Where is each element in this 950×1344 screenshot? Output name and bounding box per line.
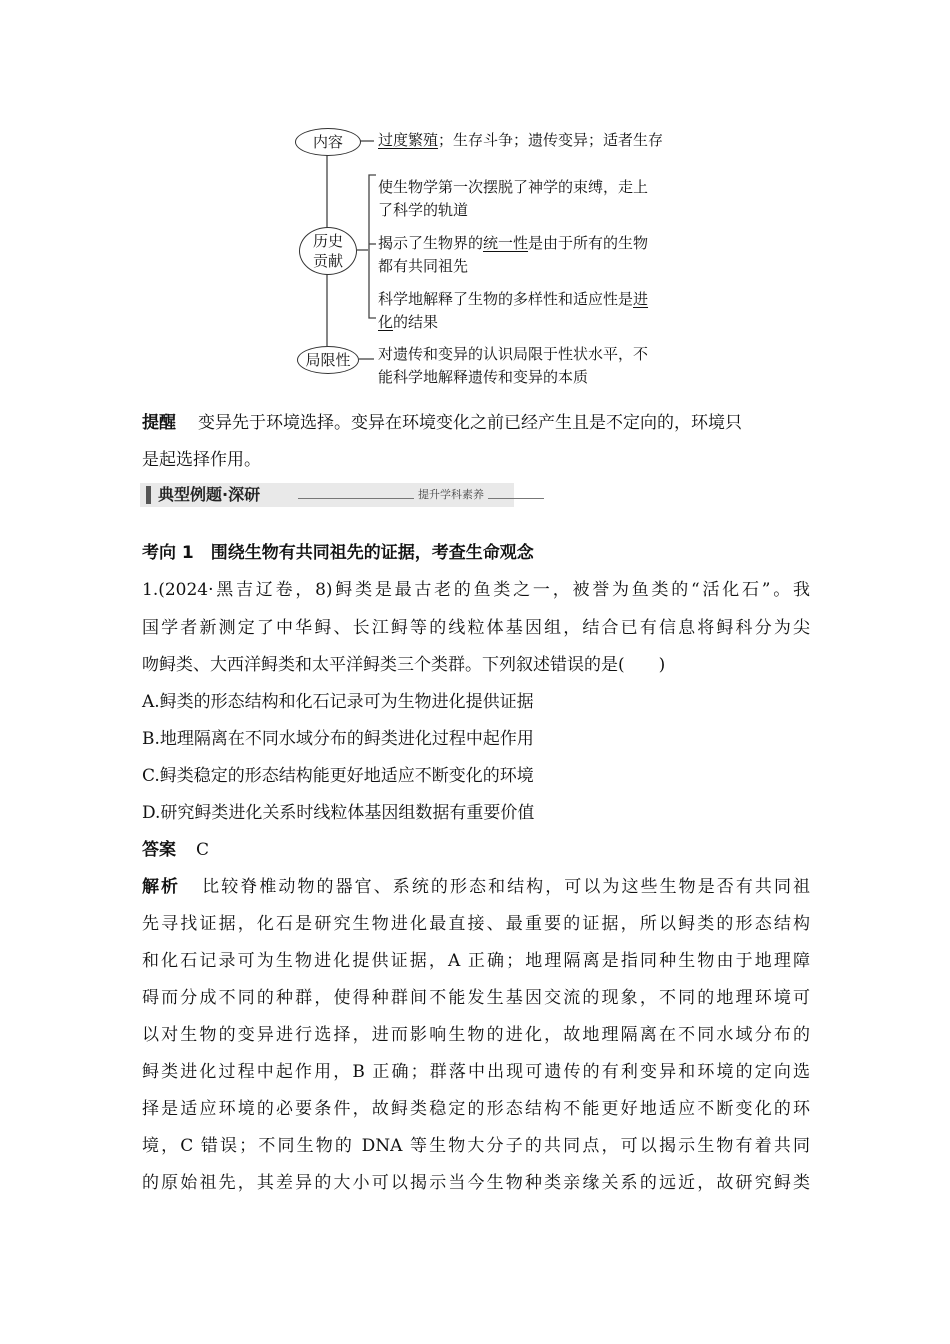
analysis-line-2: 先寻找证据，化石是研究生物进化最直接、最重要的证据，所以鲟类的形态结构 (142, 914, 810, 934)
history-item-3-line-1 (378, 288, 648, 311)
tip-line-2: 是起选择作用。 (142, 450, 261, 470)
question-stem-line-3: 吻鲟类、大西洋鲟类和太平洋鲟类三个类群。下列叙述错误的是( ) (142, 655, 666, 675)
analysis-line-7: 择是适应环境的必要条件，故鲟类稳定的形态结构不能更好地适应不断变化的环 (142, 1099, 810, 1119)
history-item-3-pre: 科学地解释了生物的多样性和适应性是 (378, 290, 634, 308)
history-item-1-line-1: 使生物学第一次摆脱了神学的束缚，走上 (378, 178, 649, 196)
option-c: C.鲟类稳定的形态结构能更好地适应不断变化的环境 (142, 766, 534, 786)
content-underlined: 过度繁殖 (378, 131, 439, 149)
option-d: D.研究鲟类进化关系时线粒体基因组数据有重要价值 (142, 803, 535, 823)
tip-line-1 (142, 411, 742, 435)
answer-line (142, 838, 209, 862)
content-text (378, 129, 663, 152)
answer-label: 答案 (142, 840, 176, 860)
tip-text-1: 变异先于环境选择。变异在环境变化之前已经产生且是不定向的，环境只 (198, 413, 742, 433)
history-item-2-underlined: 统一性 (483, 234, 529, 252)
analysis-line-3: 和化石记录可为生物进化提供证据，A 正确；地理隔离是指同种生物由于地理障 (142, 951, 810, 971)
analysis-line-6: 鲟类进化过程中起作用，B 正确；群落中出现可遗传的有利变异和环境的定向选 (142, 1062, 810, 1082)
analysis-label: 解析 (142, 877, 181, 897)
node-history (299, 227, 357, 275)
option-b: B.地理隔离在不同水域分布的鲟类进化过程中起作用 (142, 729, 534, 749)
diagram-connectors (0, 0, 950, 400)
limit-line-2: 能科学地解释遗传和变异的本质 (378, 368, 589, 386)
analysis-line-1 (142, 875, 810, 899)
analysis-line-9: 的原始祖先，其差异的大小可以揭示当今生物种类亲缘关系的远近，故研究鲟类 (142, 1173, 810, 1193)
history-item-1-line-2: 了科学的轨道 (378, 201, 469, 219)
node-content (295, 128, 361, 156)
history-item-2-pre: 揭示了生物界的 (378, 234, 484, 252)
analysis-line-5: 以对生物的变异进行选择，进而影响生物的进化，故地理隔离在不同水域分布的 (142, 1025, 810, 1045)
question-stem-line-1: 1.(2024·黑吉辽卷，8)鲟类是最古老的鱼类之一，被誉为鱼类的“活化石”。我 (142, 580, 810, 600)
node-content-label: 内容 (312, 133, 343, 151)
tip-label: 提醒 (142, 413, 176, 433)
answer-value: C (196, 840, 210, 860)
analysis-line-4: 碍而分成不同的种群，使得种群间不能发生基因交流的现象，不同的地理环境可 (142, 988, 810, 1008)
node-history-label-1: 历史 (312, 232, 343, 250)
history-item-2-line-2: 都有共同祖先 (378, 257, 469, 275)
banner-title: 典型例题·深研 (158, 485, 261, 504)
history-item-2-line-1 (378, 232, 648, 255)
analysis-line-8: 境，C 错误；不同生物的 DNA 等生物大分子的共同点，可以揭示生物有着共同 (142, 1136, 810, 1156)
history-item-3-underlined-2: 化 (378, 313, 394, 331)
history-item-3-underlined-1: 进 (633, 290, 649, 308)
history-item-3-line-2 (378, 311, 438, 334)
banner-rule-end (516, 498, 534, 499)
node-limit-label: 局限性 (305, 351, 351, 369)
banner-subtitle: 提升学科素养 (414, 488, 488, 502)
question-heading: 考向 1 围绕生物有共同祖先的证据，考查生命观念 (142, 543, 534, 563)
node-limit (297, 346, 359, 374)
node-history-label-2: 贡献 (312, 252, 343, 270)
section-banner (140, 483, 514, 507)
analysis-text-1: 比较脊椎动物的器官、系统的形态和结构，可以为这些生物是否有共同祖 (200, 877, 811, 897)
history-item-3-post: 的结果 (393, 313, 439, 331)
content-rest: ；生存斗争；遗传变异；适者生存 (438, 131, 664, 149)
banner-bar (146, 486, 151, 504)
limit-line-1: 对遗传和变异的认识局限于性状水平，不 (378, 345, 649, 363)
question-stem-line-2: 国学者新测定了中华鲟、长江鲟等的线粒体基因组，结合已有信息将鲟科分为尖 (142, 618, 810, 638)
history-item-2-post: 是由于所有的生物 (528, 234, 649, 252)
option-a: A.鲟类的形态结构和化石记录可为生物进化提供证据 (142, 692, 534, 712)
